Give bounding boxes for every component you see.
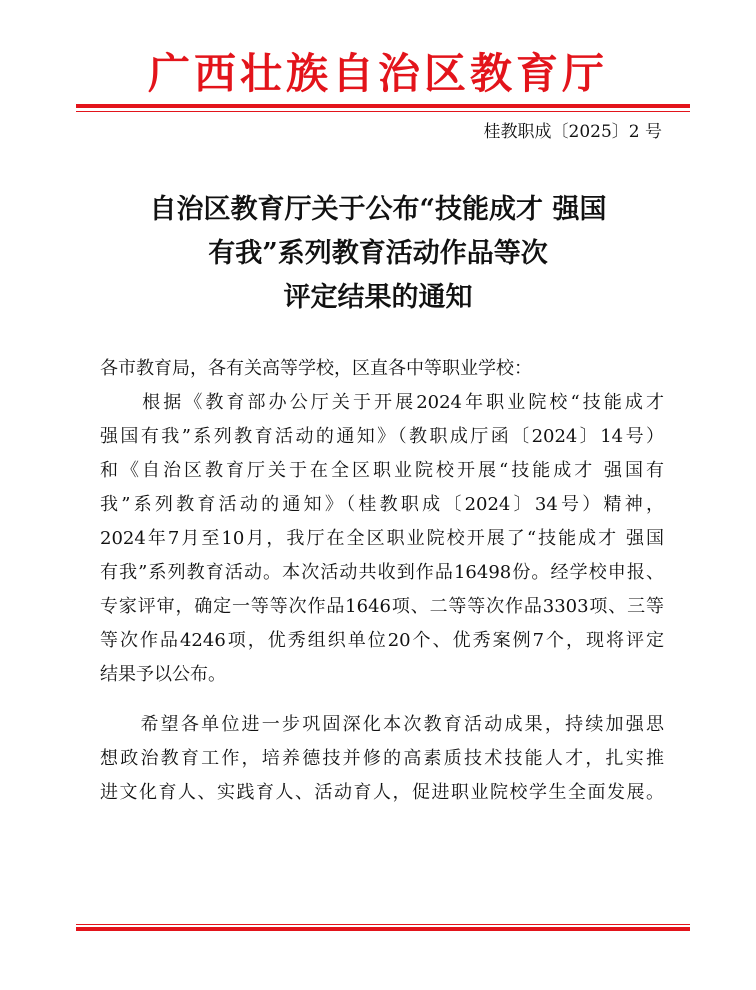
paragraph-1-line: 等次作品4246项，优秀组织单位20个、优秀案例7个，现将评定: [100, 630, 664, 651]
notice-title-line-2: 有我”系列教育活动作品等次: [208, 238, 548, 269]
footer-rule-thick: [76, 927, 690, 931]
paragraph-1-line: 根据《教育部办公厅关于开展2024年职业院校“技能成才: [100, 392, 664, 413]
paragraph-1-line: 和《自治区教育厅关于在全区职业院校开展“技能成才 强国有: [100, 460, 664, 481]
paragraph-1-line: 我”系列教育活动的通知》（桂教职成〔2024〕34号）精神，: [100, 494, 664, 515]
paragraph-1-line: 专家评审，确定一等等次作品1646项、二等等次作品3303项、三等: [100, 596, 664, 617]
paragraph-1-line: 2024年7月至10月，我厅在全区职业院校开展了“技能成才 强国: [100, 528, 664, 549]
paragraph-1-line: 有我”系列教育活动。本次活动共收到作品16498份。经学校申报、: [100, 562, 664, 583]
document-number: 桂教职成〔2025〕2 号: [483, 122, 662, 142]
footer-rule-thin: [76, 924, 690, 925]
salutation: 各市教育局，各有关高等学校，区直各中等职业学校：: [100, 358, 532, 379]
paragraph-2-line: 想政治教育工作，培养德技并修的高素质技术技能人才，扎实推: [100, 748, 664, 769]
paragraph-2-line: 进文化育人、实践育人、活动育人，促进职业院校学生全面发展。: [100, 782, 664, 803]
masthead-rule-thin: [76, 111, 690, 112]
notice-title-line-1: 自治区教育厅关于公布“技能成才 强国: [149, 194, 607, 225]
paragraph-1-line: 结果予以公布。: [100, 664, 226, 685]
masthead-title: 广西壮族自治区教育厅: [147, 49, 608, 98]
paragraph-2-line: 希望各单位进一步巩固深化本次教育活动成果，持续加强思: [100, 714, 664, 735]
masthead-rule-thick: [76, 104, 690, 108]
notice-title-line-3: 评定结果的通知: [283, 282, 473, 313]
paragraph-1-line: 强国有我”系列教育活动的通知》（教职成厅函〔2024〕14号）: [100, 426, 664, 447]
